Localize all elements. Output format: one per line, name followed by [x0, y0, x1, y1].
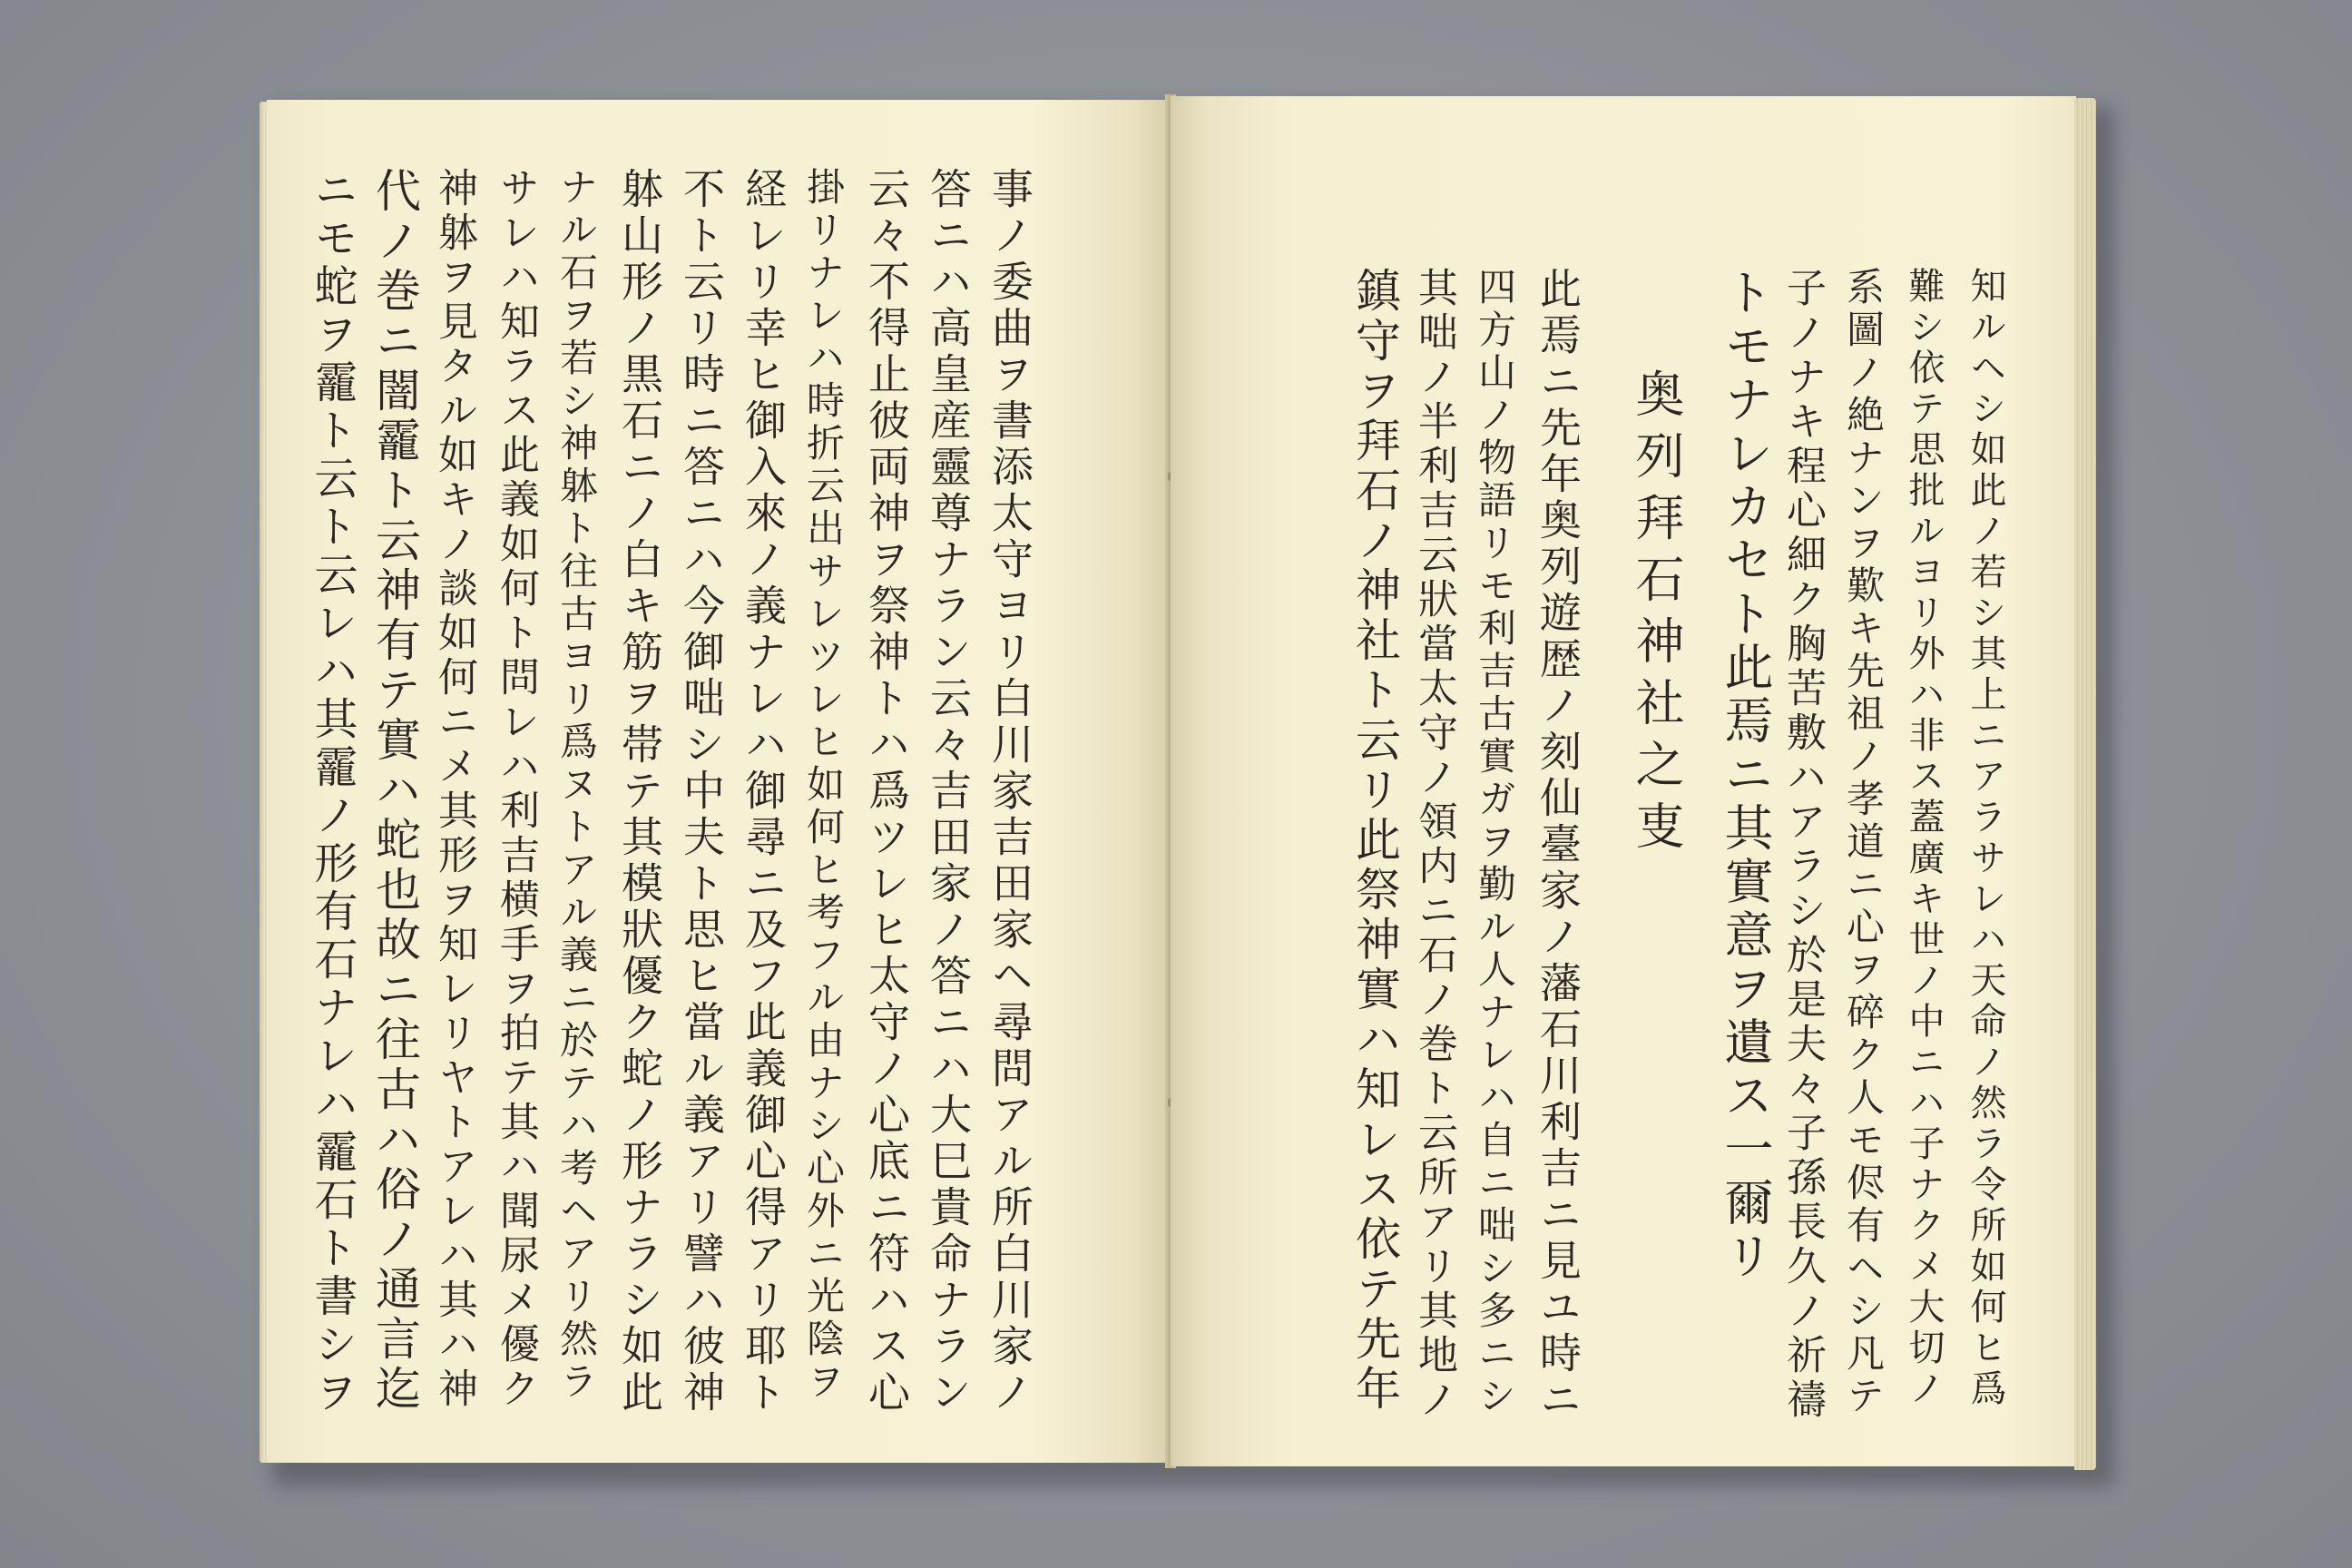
text-column: 答ニハ高皇産靈尊ナラン云々吉田家ノ答ニハ大巳貴命ナラン — [924, 167, 973, 1416]
right-page — [1171, 96, 2076, 1466]
text-column: 躰山形ノ黒石ニノ白キ筋ヲ帯テ其模狀優ク蛇ノ形ナラシ如此 — [615, 167, 664, 1416]
text-column: 云々不得止彼両神ヲ祭神トハ爲ツレヒ太守ノ心底ニ符ハス心 — [862, 167, 911, 1416]
text-column: 系圖ノ絶ナンヲ歎キ先祖ノ孝道ニ心ヲ碎ク人モ侭有ヘシ凡テ — [1841, 267, 1886, 1418]
section-heading: 奥列拜石神社之叓 — [1628, 368, 1685, 862]
text-column: 其咄ノ半利吉云狀當太守ノ領内ニ石ノ巻ト云所アリ其地ノ — [1411, 267, 1457, 1423]
text-column: 鎮守ヲ拜石ノ神社ト云リ此祭神實ハ知レス依テ先年 — [1348, 267, 1401, 1415]
text-column: 難シ依テ思批ルヨリ外ハ非ス蓋廣キ世ノ中ニハ子ナクメ大切ノ — [1903, 267, 1945, 1410]
text-column: 子ノナキ程心細ク胸苦敷ハアラシ於是夫々子孫長久ノ祈禱 — [1779, 267, 1826, 1423]
text-column: サレハ知ラス此義如何ト問レハ利吉横手ヲ拍テ其ハ聞尿メ優ク — [493, 167, 539, 1412]
page-edge-right — [2074, 98, 2096, 1470]
text-column: ニモ蛇ヲ靇ト云ト云レハ其靇ノ形有石ナレハ靇石ト書シヲ — [307, 167, 358, 1417]
text-column: 知ルヘシ如此ノ若シ其上ニアラサレハ天命ノ然ラ令所如何ヒ爲 — [1965, 267, 2006, 1410]
text-column: 掛リナレハ時折云出サレツレヒ如何ヒ考フル由ナシ心外ニ光陰ヲ — [801, 167, 846, 1404]
text-column: 四方山ノ物語リモ利吉古實ガヲ勤ル人ナレハ自ニ咄シ多ニシ — [1473, 267, 1517, 1418]
text-column: 代ノ巻ニ闇靇ト云神有テ實ハ蛇也故ニ往古ハ俗ノ通言迄 — [368, 167, 421, 1415]
text-column: 経レリ幸ヒ御入來ノ義ナレハ御尋ニ及フ此義御心得アリ耶ト — [739, 167, 788, 1416]
left-page — [267, 100, 1169, 1463]
text-column: 不ト云リ時ニ答ニハ今御咄シ中夫ト思ヒ當ル義アリ譬ハ彼神 — [677, 167, 726, 1416]
text-column: 神躰ヲ見タル如キノ談如何ニメ其形ヲ知レリヤトアレハ其ハ神 — [431, 167, 477, 1412]
text-column: 事ノ委曲ヲ書添太守ヨリ白川家吉田家ヘ尋問アル所白川家ノ — [985, 167, 1034, 1416]
text-column: ナル石ヲ若シ神躰ト往古ヨリ爲ヌトアル義ニ於テハ考ヘアリ然ラ — [554, 167, 599, 1404]
text-column: 此焉ニ先年奥列遊歴ノ刻仙臺家ノ藩石川利吉ニ見ユ時ニ — [1534, 267, 1583, 1424]
text-column: トモナレカセト此焉ニ其實意ヲ遺ス一爾リ — [1717, 267, 1774, 1284]
